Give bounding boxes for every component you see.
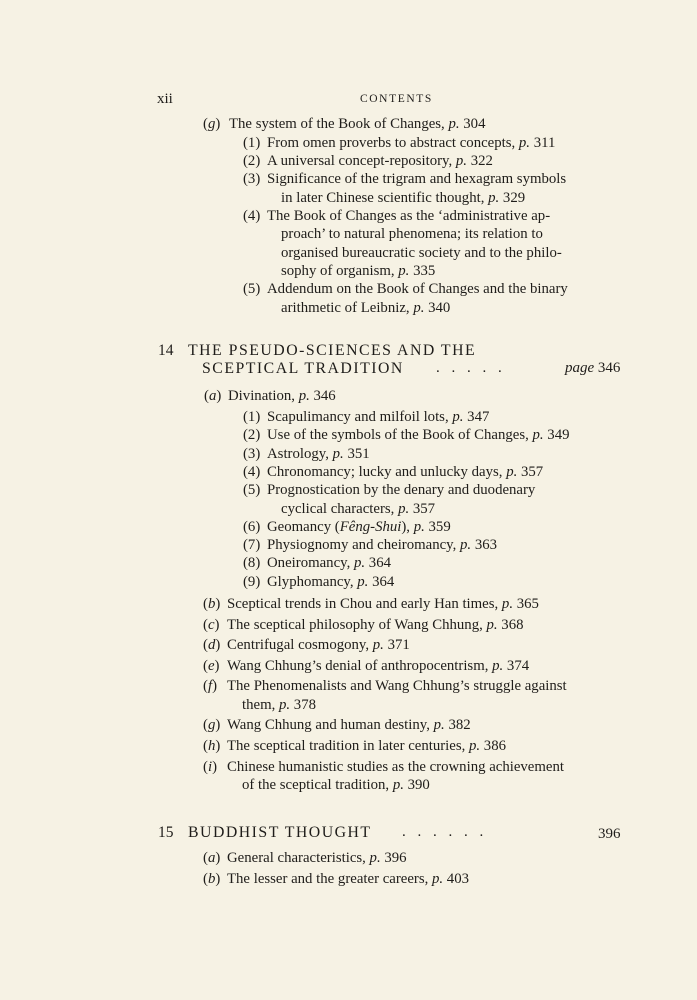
- page-ref-num: 371: [383, 637, 410, 654]
- page-ref-p: p.: [433, 717, 445, 734]
- section-paren: (: [203, 596, 208, 612]
- section-title-text: The lesser and the greater careers,: [227, 871, 429, 888]
- section-paren: ): [215, 717, 221, 734]
- item-number: (3): [243, 445, 261, 462]
- section-paren: (: [203, 637, 208, 654]
- section-letter: i: [207, 758, 213, 775]
- section-letter: [203, 849, 220, 867]
- item-number: (2): [243, 427, 261, 444]
- section-paren: ): [214, 657, 220, 674]
- page-ref-p: p.: [413, 518, 425, 535]
- item-text-line: Prognostication by the denary and duodenary: [267, 482, 536, 499]
- section-letter: [203, 758, 217, 776]
- item-text-post: ),: [401, 518, 411, 535]
- page-ref-p: p.: [455, 153, 467, 170]
- section-title-text: The sceptical tradition in later centuries,: [227, 737, 466, 754]
- section-paren: ): [215, 637, 221, 654]
- section-title: [227, 677, 567, 695]
- section-title: [227, 849, 407, 867]
- item-text-line: A universal concept-repository,: [267, 153, 453, 170]
- item-text: [281, 244, 562, 262]
- section-paren: (: [203, 758, 208, 775]
- section-title: [227, 595, 539, 613]
- page-ref-p: p.: [448, 116, 460, 132]
- page-ref-num: 365: [513, 596, 539, 612]
- page-ref-p: p.: [392, 776, 404, 793]
- section-g-paren: (: [203, 116, 208, 132]
- item-text-italic: Fêng-Shui: [339, 518, 402, 535]
- chapter-title: BUDDHIST THOUGHT: [188, 824, 372, 841]
- section-g-letter: g: [207, 116, 216, 132]
- item-number: (2): [243, 153, 261, 170]
- page-label: page: [565, 360, 595, 376]
- page-ref-p: p.: [369, 850, 381, 866]
- item-text-line: organised bureaucratic society and to the philo-: [281, 244, 562, 261]
- page-ref-p: p.: [452, 409, 464, 425]
- item-text-line: Glyphomancy,: [267, 573, 354, 590]
- page-ref-num: 403: [443, 871, 470, 888]
- section-title: [227, 657, 529, 675]
- section-a-letter: a: [208, 388, 217, 404]
- chapter-number: 14: [158, 342, 174, 359]
- item-text-line: Addendum on the Book of Changes and the binary: [267, 281, 568, 298]
- section-title-text: Divination,: [228, 388, 295, 404]
- chapter-title: THE PSEUDO-SCIENCES AND THE: [188, 342, 477, 359]
- item-text-pre: Geomancy (: [267, 518, 340, 535]
- chapter-title: SCEPTICAL TRADITION: [202, 360, 404, 377]
- item-text-line: in later Chinese scientific thought,: [281, 189, 485, 206]
- section-title-text: The sceptical philosophy of Wang Chhung,: [227, 616, 483, 633]
- page-ref-p: p.: [532, 427, 544, 444]
- page-ref-num: 368: [497, 616, 524, 633]
- page-ref-p: p.: [518, 134, 531, 151]
- item-number: (4): [243, 208, 261, 224]
- page-ref-p: p.: [353, 555, 366, 572]
- chapter-number: 15: [158, 824, 174, 841]
- item-text: [281, 189, 525, 207]
- item-text: [267, 426, 570, 444]
- section-paren: ): [215, 737, 221, 754]
- item-text-line: Scapulimancy and milfoil lots,: [267, 409, 449, 425]
- section-letter: [203, 657, 219, 675]
- section-title-text: them,: [242, 696, 276, 713]
- section-letter: [203, 716, 220, 734]
- page-ref-p: p.: [398, 262, 410, 279]
- page-ref-p: p.: [413, 299, 425, 316]
- section-title: [227, 616, 524, 634]
- page-ref-num: 322: [467, 153, 493, 170]
- item-number: (8): [243, 555, 261, 572]
- page-ref-num: 390: [403, 776, 430, 793]
- section-title-text: Chinese humanistic studies as the crowning achievement: [227, 758, 564, 775]
- page-ref-num: 346: [309, 388, 336, 404]
- section-letter: e: [207, 657, 215, 674]
- item-text: [267, 463, 543, 481]
- page-ref-num: 374: [503, 657, 530, 674]
- page-ref-num: 329: [499, 189, 526, 206]
- page-ref-p: p.: [298, 388, 310, 404]
- section-title: [227, 758, 564, 776]
- item-text-line: From omen proverbs to abstract concepts,: [267, 134, 516, 151]
- page-ref-p: p.: [279, 696, 291, 713]
- page-ref-p: p.: [357, 573, 369, 590]
- section-title: [229, 115, 485, 133]
- section-paren: (: [203, 717, 208, 734]
- page-ref-num: 363: [471, 537, 498, 554]
- section-title-text: Wang Chhung and human destiny,: [227, 717, 430, 734]
- leader-dots: . . . . . .: [402, 824, 488, 840]
- item-text-line: The Book of Changes as the ‘administrative ap-: [267, 208, 551, 224]
- item-number: (4): [243, 463, 261, 480]
- item-text: [267, 170, 566, 188]
- item-text-line: cyclical characters,: [281, 500, 395, 517]
- section-title: [242, 696, 316, 714]
- page-ref-num: 351: [343, 445, 370, 462]
- section-letter: [203, 737, 220, 755]
- page-ref-p: p.: [501, 596, 514, 612]
- item-number: (5): [243, 482, 261, 499]
- page-ref-p: p.: [398, 500, 410, 517]
- page-ref-num: 335: [409, 262, 436, 279]
- section-letter: [203, 616, 219, 634]
- item-text-line: Physiognomy and cheiromancy,: [267, 537, 457, 554]
- page-ref-p: p.: [506, 463, 518, 480]
- page-ref-num: 347: [463, 409, 490, 425]
- item-text-line: arithmetic of Leibniz,: [281, 299, 410, 316]
- section-letter: d: [207, 637, 216, 654]
- item-number: (9): [243, 573, 261, 590]
- section-letter: f: [207, 678, 213, 695]
- section-paren: ): [214, 616, 220, 633]
- section-a-paren: (: [204, 388, 209, 404]
- item-text: [267, 280, 568, 298]
- item-text: [281, 500, 435, 518]
- page-ref-p: p.: [486, 616, 498, 633]
- section-paren: ): [215, 596, 221, 612]
- page-ref-num: 349: [543, 427, 570, 444]
- item-text: [267, 207, 550, 225]
- item-text-line: Oneiromancy,: [267, 555, 351, 572]
- page-ref-p: p.: [432, 871, 444, 888]
- page-ref-p: p.: [469, 737, 481, 754]
- section-paren: (: [203, 850, 208, 866]
- item-text: [267, 536, 497, 554]
- section-letter: b: [207, 596, 216, 612]
- page-ref-num: 396: [380, 850, 407, 866]
- page-number-value: 346: [594, 360, 621, 376]
- chapter-page: [565, 360, 620, 377]
- page-ref-num: 378: [290, 696, 317, 713]
- section-title: [228, 387, 336, 405]
- item-text: [281, 262, 435, 280]
- item-text: [267, 408, 489, 426]
- section-paren: (: [203, 657, 208, 674]
- item-number: (1): [243, 409, 261, 425]
- item-text-line: Astrology,: [267, 445, 329, 462]
- item-number: (7): [243, 537, 261, 554]
- page-ref-p: p.: [488, 189, 500, 206]
- page-ref-num: 359: [424, 518, 451, 535]
- running-head: CONTENTS: [360, 93, 433, 105]
- page-ref-num: 357: [409, 500, 436, 517]
- section-title: [227, 870, 469, 888]
- section-title: [227, 636, 410, 654]
- page-ref-p: p.: [372, 637, 384, 654]
- page-number: xii: [157, 91, 173, 107]
- section-title: [227, 737, 506, 755]
- section-letter: b: [207, 871, 216, 888]
- section-letter: [204, 387, 221, 405]
- section-letter: [203, 115, 220, 133]
- item-text: [267, 481, 535, 499]
- section-letter: [203, 595, 220, 613]
- section-paren: ): [215, 871, 221, 888]
- section-letter: c: [207, 616, 215, 633]
- section-g-paren: ): [215, 116, 221, 132]
- page-ref-num: 364: [365, 555, 391, 572]
- item-number: (5): [243, 281, 261, 298]
- item-text: [267, 134, 555, 152]
- item-text-line: proach’ to natural phenomena; its relation to: [281, 226, 543, 243]
- section-paren: (: [203, 678, 208, 695]
- item-text-line: Chronomancy; lucky and unlucky days,: [267, 463, 503, 480]
- section-letter: h: [207, 737, 216, 754]
- section-title-text: The system of the Book of Changes,: [229, 116, 445, 132]
- page-ref-num: 382: [444, 717, 471, 734]
- section-letter: [203, 870, 220, 888]
- item-number: (6): [243, 518, 261, 535]
- section-paren: (: [203, 871, 208, 888]
- item-text-line: sophy of organism,: [281, 262, 395, 279]
- section-title: [242, 776, 430, 794]
- item-text: [267, 518, 451, 536]
- section-title-text: of the sceptical tradition,: [242, 776, 390, 793]
- section-a-paren: ): [216, 388, 222, 404]
- item-text-line: Use of the symbols of the Book of Changes,: [267, 427, 529, 444]
- item-number: (3): [243, 171, 261, 188]
- section-letter: [203, 636, 220, 654]
- section-letter: [203, 677, 217, 695]
- section-title-text: General characteristics,: [227, 850, 366, 866]
- page-ref-num: 357: [517, 463, 544, 480]
- item-text: [281, 299, 450, 317]
- leader-dots: . . . . .: [436, 360, 506, 376]
- page-ref-num: 340: [424, 299, 451, 316]
- item-text: [267, 554, 391, 572]
- item-number: (1): [243, 134, 261, 151]
- page-ref-p: p.: [332, 445, 344, 462]
- item-text: [267, 152, 493, 170]
- page-ref-num: 364: [368, 573, 395, 590]
- section-paren: (: [203, 737, 208, 754]
- chapter-page: 396: [598, 826, 621, 842]
- section-letter: g: [207, 717, 216, 734]
- item-text: [281, 225, 543, 243]
- item-text: [267, 445, 370, 463]
- section-letter: a: [207, 850, 216, 866]
- section-paren: ): [212, 678, 217, 695]
- page-ref-num: 304: [459, 116, 486, 132]
- section-title-text: The Phenomenalists and Wang Chhung’s struggle against: [227, 678, 567, 695]
- page-ref-num: 386: [480, 737, 507, 754]
- section-paren: (: [203, 616, 208, 633]
- section-paren: ): [215, 850, 221, 866]
- section-title-text: Centrifugal cosmogony,: [227, 637, 370, 654]
- section-paren: ): [212, 758, 217, 775]
- section-title-text: Wang Chhung’s denial of anthropocentrism,: [227, 657, 489, 674]
- page-ref-p: p.: [492, 657, 504, 674]
- section-title: [227, 716, 471, 734]
- item-text-line: Significance of the trigram and hexagram symbols: [267, 171, 567, 188]
- item-text: [267, 573, 394, 591]
- section-title-text: Sceptical trends in Chou and early Han times,: [227, 596, 499, 612]
- page-ref-num: 311: [530, 134, 556, 151]
- page-ref-p: p.: [460, 537, 472, 554]
